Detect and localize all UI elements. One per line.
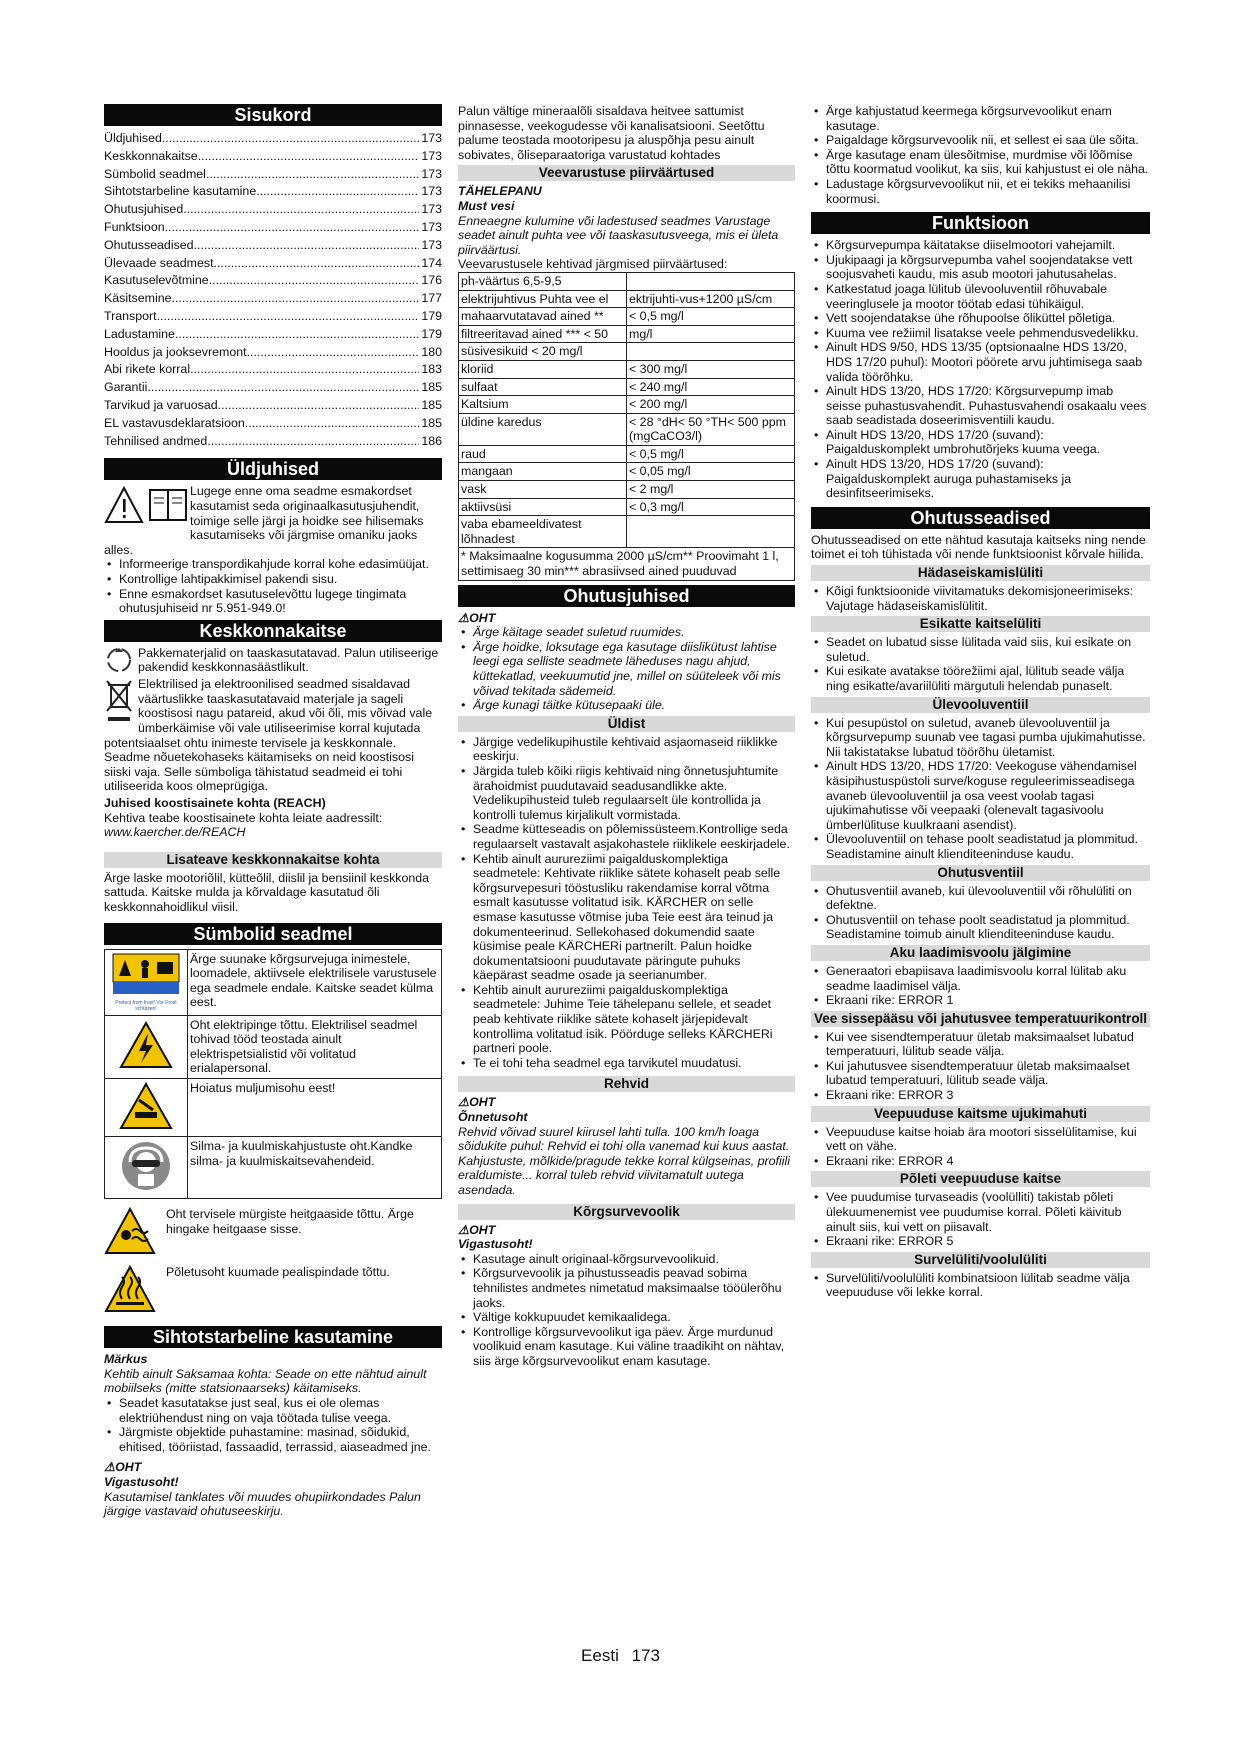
tyres-text: Rehvid võivad suurel kiirusel lahti tulla. 100 km/h loaga sõidukite puhul: Rehvid ei tohi olla vanemad kui kuus aastat. Kahjustuste, mõlkide/pragude tekke korral külgseinas, profiili eraldumiste... korral tuleb rehvid viivitamatult uutega asendada. [458,1124,790,1197]
limit-value: < 200 mg/l [627,396,795,414]
symbol-text: Hoiatus muljumisohu eest! [188,1078,442,1136]
hot-surface-icon [104,1265,160,1317]
list-item: • Informeerige transpordikahjude korral kohe edasimüüjat. [104,557,442,572]
warning-triangle-icon: ⚠ [458,1095,470,1110]
toc-dots [172,290,420,308]
toc-entry[interactable] [104,290,442,308]
danger-label: ⚠OHT [104,1460,142,1475]
toc-entry[interactable] [104,326,442,344]
toc-entry-page: 180 [421,344,442,359]
list-item: • Katkestatud joaga lülitub ülevooluventiil rõhuvabale veeringlusele ja mootor töötab edasi tühikäigul. [811,282,1150,311]
environment-weee-block [104,677,442,794]
table-row [459,516,795,548]
tyres-sub: Õnnetusoht [458,1110,528,1125]
toc-entry-page: 173 [421,184,442,199]
toc-entry[interactable] [104,237,442,255]
toc-entry-page: 173 [421,166,442,181]
list-item: • Ladustage kõrgsurvevoolikut nii, et ei tekiks mehaanilisi koormusi. [811,177,1150,206]
limit-parameter: kloriid [459,360,627,378]
safety-device-title: Esikatte kaitselüliti [811,616,1150,632]
table-row [459,481,795,499]
limit-parameter: üldine karedus [459,413,627,445]
list-item: • Kõigi funktsioonide viivitamatuks dekomisjoneerimiseks: Vajutage hädaseiskamislülitit. [811,584,1150,613]
limit-value: < 0,5 mg/l [627,308,795,326]
hose-bullets-continued [811,104,1150,206]
safety-device-bullets [811,964,1150,1008]
list-item: • Veepuuduse kaitse hoiab ära mootori sisselülitamise, kui vett on vähe. [811,1125,1150,1154]
footer-language: Eesti [581,1646,619,1665]
toc-entry[interactable] [104,219,442,237]
symbol-text: Oht elektripinge tõttu. Elektrilisel seadmel tohivad tööd teostada ainult elektrispetsialistid või volitatud erialapersonal. [188,1015,442,1078]
table-row [459,325,795,343]
intended-use-title: Sihtotstarbeline kasutamine [104,1326,442,1348]
environment-p2: Elektrilised ja elektroonilised seadmed sisaldavad väärtuslikke taaskasutatavaid materjale ja sageli koostisosi nagu patareid, akud või õli, mis võivad vale ümberkäimise või vale utiliseerimise korral kujutada potentsiaalset ohtu inimeste tervisele ja keskkonnale. Seadme nõuetekohaseks käitamiseks on neid koostisosi siiski vaja. Selle sümboliga tähistatud seadmeid ei tohi utiliseerida koos olmeprügiga. [104,677,433,794]
list-item: • Ekraani rike: ERROR 4 [811,1154,1150,1169]
ear-eye-protection-icon [105,1136,188,1198]
list-item: • Enne esmakordset kasutuselevõttu lugege tingimata ohutusjuhiseid nr 5.951-949.0! [104,587,442,616]
toc-entry-title: Sihtotstarbeline kasutamine [104,184,257,199]
list-item: • Generaatori ebapiisava laadimisvoolu korral lülitab aku seadme laadimisel välja. [811,964,1150,993]
toc-entry-title: Tarvikud ja varuosad [104,397,218,412]
limit-value: < 300 mg/l [627,360,795,378]
toc-dots [207,433,419,451]
toc-entry[interactable] [104,183,442,201]
toc-dots [157,308,420,326]
reach-title: Juhised koostisainete kohta (REACH) [104,796,326,811]
attention-text: Enneaegne kulumine või ladestused seadmes Varustage seadet ainult puhta vee või taaskasutusveega, mis ei ületa piirväärtusi. [458,213,779,257]
toc-entry[interactable] [104,415,442,433]
hot-surface-text: Põletusoht kuumade pealispindade tõttu. [166,1264,390,1279]
safety-device-bullets [811,1190,1150,1248]
electric-hazard-icon [105,1015,188,1078]
toc-entry[interactable] [104,255,442,273]
list-item: • Kasutage ainult originaal-kõrgsurvevoolikuid. [458,1252,795,1267]
limit-value [627,516,795,548]
table-row [459,445,795,463]
column-middle [458,104,795,1369]
list-item: • Ekraani rike: ERROR 5 [811,1234,1150,1249]
toc-dots [247,344,420,362]
crossed-bin-icon [104,677,138,735]
toc-entry-title: Garantii [104,380,148,395]
safety-device-bullets [811,1271,1150,1300]
table-row [459,360,795,378]
list-item: • Kui pesupüstol on suletud, avaneb ülevooluventiil ja kõrgsurvepump suunab vee tagasi pumba ujukimahutisse. Nii takistatakse lubatud töörõhu ületamist. [811,716,1150,760]
list-item: • Kui vee sisendtemperatuur ületab maksimaalset lubatud temperatuuri, lülitub seade välja. [811,1030,1150,1059]
limit-parameter: aktiivsüsi [459,498,627,516]
intended-use-bullets [104,1396,442,1454]
toc-dots [147,379,419,397]
toc-entry[interactable] [104,379,442,397]
toc-entry-page: 177 [421,291,442,306]
environment-p1: Pakkematerjalid on taaskasutatavad. Palun utiliseerige pakendid keskkonnasäästlikult. [138,645,439,675]
toc-entry-title: Ülevaade seadmest [104,255,214,270]
toc-dots [162,130,419,148]
list-item: • Vee puudumise turvaseadis (voolülliti) takistab põleti ülekuumenemist vee puudumise korral. Põleti käivitub ainult siis, kui vett on piisavalt. [811,1190,1150,1234]
safety-title: Ohutusjuhised [458,585,795,607]
toc-entry-title: Sümbolid seadmel [104,166,206,181]
safety-device-bullets [811,635,1150,693]
table-row [459,343,795,361]
reach-text: Kehtiva teabe koostisainete kohta leiate aadressilt: [104,810,383,825]
toxic-gas-block [104,1207,442,1259]
limit-value: < 240 mg/l [627,378,795,396]
list-item: • Ärge käitage seadet suletud ruumides. [458,625,795,640]
table-row [459,498,795,516]
list-item: • Kui esikate avatakse töörežiimi ajal, lülitub seade välja ning esikatte/avariilüliti märgutuli helendab punaselt. [811,664,1150,693]
page-footer [0,1646,1241,1666]
table-row [459,396,795,414]
toc-entry-title: Transport [104,308,157,323]
hose-sub: Vigastusoht! [458,1237,533,1252]
limit-value: ektrijuhti-vus+1200 µS/cm [627,290,795,308]
hose-title: Kõrgsurvevoolik [458,1204,795,1220]
limit-parameter: vaba ebameeldivatest lõhnadest [459,516,627,548]
water-limits-table [458,272,795,549]
hose-danger: ⚠OHT [458,1222,496,1237]
table-row [459,272,795,290]
column-left [104,104,442,1519]
toc-entry-title: EL vastavusdeklaratsioon [104,415,245,430]
danger-sub: Vigastusoht! [104,1474,179,1489]
list-item: • Seadet on lubatud sisse lülitada vaid siis, kui esikate on suletud. [811,635,1150,664]
toc-entry-page: 186 [421,433,442,448]
table-row [459,463,795,481]
note-label: Märkus [104,1352,148,1367]
list-item: • Kuuma vee režiimil lisatakse veele pehmendusvedelikku. [811,326,1150,341]
list-item: • Ohutusventiil avaneb, kui ülevooluventiil või rõhulüliti on defektne. [811,884,1150,913]
limit-parameter: elektrijuhtivus Puhta vee el [459,290,627,308]
water-title: Veevarustuse piirväärtused [458,165,795,181]
function-bullets [811,238,1150,501]
table-of-contents [104,130,442,450]
safety-device-title: Hädaseiskamislüliti [811,565,1150,581]
limits-intro: Veevarustusele kehtivad järgmised piirväärtused: [458,257,728,272]
limit-value [627,343,795,361]
footer-page-number: 173 [631,1646,660,1665]
toc-entry[interactable] [104,361,442,379]
list-item: • Paigaldage kõrgsurvevoolik nii, et sellest ei saa üle sõita. [811,133,1150,148]
list-item: • Vett soojendatakse ühe rõhupoolse õliküttel põletiga. [811,311,1150,326]
safety-device-title: Põleti veepuuduse kaitse [811,1171,1150,1187]
toc-entry-page: 173 [421,202,442,217]
toc-entry[interactable] [104,201,442,219]
list-item: • Kontrollige lahtipakkimisel pakendi sisu. [104,572,442,587]
scald-hazard-icon [105,1078,188,1136]
warning-triangle-icon: ⚠ [458,1222,470,1237]
limit-parameter: raud [459,445,627,463]
frost-badge: Protect from frost! Vor Frost schützen! [115,999,177,1012]
list-item: • Ekraani rike: ERROR 3 [811,1088,1150,1103]
list-item: • Ainult HDS 13/20, HDS 17/20: Veekoguse vähendamisel käsipihustuspüstoli surve/koguse reguleerimisseadisega avaneb ülevooluventiil ja osa veest voolab tagasi ujukimahutisse või veepaaki (olenevalt tagasivoolu ümberlülituse kuulkraani asendist). [811,759,1150,832]
safety-danger-bullets [458,625,795,713]
limit-value: < 0,05 mg/l [627,463,795,481]
limit-parameter: süsivesikuid < 20 mg/l [459,343,627,361]
warning-triangle-icon: ⚠ [104,1460,116,1475]
toc-entry-title: Hooldus ja jooksevremont [104,344,247,359]
toc-entry-title: Abi rikete korral [104,362,191,377]
hose-bullets [458,1252,795,1369]
toc-entry-page: 183 [421,362,442,377]
list-item: • Seadme kütteseadis on põlemissüsteem.Kontrollige seda regulaarselt vastavalt asjakohastele riiklikele eeskirjadele. [458,822,795,851]
toc-entry-page: 173 [421,131,442,145]
toxic-gas-text: Oht tervisele mürgiste heitgaaside tõttu. Ärge hingake heitgaase sisse. [166,1206,414,1236]
safety-device-title: Veepuuduse kaitsme ujukimahuti [811,1106,1150,1122]
list-item: • Kõrgsurvepumpa käitatakse diiselmootori vahejamilt. [811,238,1150,253]
toc-entry-page: 174 [421,255,442,270]
symbol-text: Ärge suunake kõrgsurvejuga inimestele, loomadele, aktiivsele elektrilisele varustusele ega seadmele endale. Kaitske seadet külma eest. [188,949,442,1015]
safety-device-bullets [811,584,1150,613]
symbol-row [105,1015,442,1078]
list-item: • Ujukipaagi ja kõrgsurvepumba vahel soojendatakse vett soojusvaheti kaudu, mis asub mootori jahutusahelas. [811,253,1150,282]
list-item: • Vältige kokkupuudet kemikaalidega. [458,1310,795,1325]
limit-value: < 0,3 mg/l [627,498,795,516]
symbols-table [104,949,442,1199]
safety-device-sections [811,565,1150,1300]
toc-entry-title: Ohutusseadised [104,237,194,252]
safety-devices-intro: Ohutusseadised on ette nähtud kasutaja kaitseks ning nende toimet ei toh tühistada või nende funktsioonist kõrvale hiilida. [811,532,1146,562]
toc-dots [198,148,420,166]
limit-parameter: Kaltsium [459,396,627,414]
list-item: • Ohutusventiil on tehase poolt seadistatud ja plommitud. Seadistamine toimub ainult klienditeeninduse kaudu. [811,913,1150,942]
safety-device-title: Ohutusventiil [811,865,1150,881]
warning-triangle-icon: ⚠ [458,610,470,625]
toc-entry-page: 176 [421,273,442,288]
safety-device-bullets [811,716,1150,862]
list-item: • Järgida tuleb kõiki riigis kehtivaid ning õnnetusjuhtumite ärahoidmist puudutavaid seadusandlikke akte. Vedelikupihusteid tuleb regulaarselt üle kontrollida ja kontrolli tulemus kirjalikult vormistada. [458,764,795,822]
toc-title: Sisukord [104,104,442,126]
toc-entry-title: Ohutusjuhised [104,202,184,217]
limit-parameter: mahaarvutatavad ained ** [459,308,627,326]
tyres-title: Rehvid [458,1076,795,1092]
safety-device-title: Vee sissepääsu või jahutusvee temperatuurikontroll [811,1011,1150,1027]
toc-dots [206,166,419,184]
toc-entry[interactable] [104,272,442,290]
list-item: • Kõrgsurvevoolik ja pihustusseadis peavad sobima tehnilistes andmetes nimetatud maksimaalse tööülerõhu jaoks. [458,1266,795,1310]
toc-dots [245,415,420,433]
toc-entry[interactable] [104,148,442,166]
limit-parameter: filtreeritavad ained *** < 50 [459,325,627,343]
toc-entry-title: Käsitsemine [104,291,172,306]
table-row [459,308,795,326]
list-item: • Ainult HDS 13/20, HDS 17/20 (suvand): Paigalduskomplekt auruga puhastamiseks ja desinfitseerimiseks. [811,457,1150,501]
hot-surface-block [104,1265,442,1317]
toc-dots [256,183,419,201]
toc-entry-title: Keskkonnakaitse [104,148,198,163]
list-item: • Kehtib ainult aurureziimi paigalduskomplektiga seadmetele: Juhime Teie tähelepanu sellele, et seadet peab kehtivate riiklike sätete kohaselt järjepidevalt kontrollima volitatud isik. Pöörduge selleks KÄRCHERi partneri poole. [458,983,795,1056]
list-item: • Seadet kasutatakse just seal, kus ei ole olemas elektriühendust ning on vaja töötada tulise veega. [104,1396,442,1425]
list-item: • Kui jahutusvee sisendtemperatuur ületab maksimaalset lubatud temperatuuri, lülitub seade välja. [811,1059,1150,1088]
limit-value: < 28 °dH< 50 °TH< 500 ppm (mgCaCO3/l) [627,413,795,445]
safety-device-title: Aku laadimisvoolu jälgimine [811,945,1150,961]
toc-entry-title: Üldjuhised [104,131,162,145]
table-row [459,378,795,396]
environment-title: Keskkonnakaitse [104,620,442,642]
toc-dots [209,272,420,290]
note-text: Kehtib ainult Saksamaa kohta: Seade on ette nähtud ainult mobiilseks (mitte statsionaarseks) käitamiseks. [104,1366,427,1396]
table-row [459,290,795,308]
limit-value: < 2 mg/l [627,481,795,499]
limit-value: < 0,5 mg/l [627,445,795,463]
list-item: • Ärge kahjustatud keermega kõrgsurvevoolikut enam kasutage. [811,104,1150,133]
symbol-text: Silma- ja kuulmiskahjustuste oht.Kandke silma- ja kuulmiskaitsevahendeid. [188,1136,442,1198]
general-title: Üldjuhised [104,458,442,480]
toc-dots [194,237,420,255]
toc-entry[interactable] [104,130,442,148]
jet-warning-icon [105,949,188,1015]
toc-entry-page: 185 [421,397,442,412]
toc-entry[interactable] [104,344,442,362]
symbols-title: Sümbolid seadmel [104,923,442,945]
toc-entry-title: Funktsioon [104,219,165,234]
general-safety-bullets [458,735,795,1071]
tyres-danger: ⚠OHT [458,1095,496,1110]
safety-device-bullets [811,1125,1150,1169]
list-item: • Ainult HDS 9/50, HDS 13/35 (optsionaalne HDS 13/20, HDS 17/20 puhul): Mootori pöörete arvu juhtimisega saab valida töörõhku. [811,340,1150,384]
list-item: • Survelüliti/voolulüliti kombinatsioon lülitab seadme välja veepuuduse või lekke korral. [811,1271,1150,1300]
toc-entry[interactable] [104,433,442,451]
table-row [459,413,795,445]
reach-link[interactable]: www.kaercher.de/REACH [104,825,246,840]
symbol-row [105,1136,442,1198]
symbol-row [105,1078,442,1136]
function-title: Funktsioon [811,212,1150,234]
limit-parameter: vask [459,481,627,499]
list-item: • Ärge hoidke, loksutage ega kasutage diislikütust lahtise leegi ega selliste seadmete läheduses nagu ahjud, küttekatlad, veekuumutid jne, millel on süüteleek või mis võivad tekitada sädemeid. [458,640,795,698]
environment-more-title: Lisateave keskkonnakaitse kohta [104,852,442,868]
toc-entry-title: Kasutuselevõtmine [104,273,209,288]
danger-text: Kasutamisel tanklates või muudes ohupiirkondades Palun järgige vastavaid ohutuseeskirju. [104,1489,421,1519]
limit-parameter: sulfaat [459,378,627,396]
toc-entry-page: 173 [421,237,442,252]
general-intro-block [104,484,442,557]
list-item: • Te ei tohi teha seadmel ega tarvikutel muudatusi. [458,1056,795,1071]
limit-parameter: ph-väärtus 6,5-9,5 [459,272,627,290]
toxic-gas-icon [104,1207,160,1259]
environment-more-text: Ärge laske mootoriõlil, kütteõlil, diislil ja bensiinil keskkonda sattuda. Kaitske mulda ja kõrvaldage kasutatud õli keskkonnahoidlikul viisil. [104,870,430,914]
recycle-icon [104,646,138,678]
safety-devices-title: Ohutusseadised [811,507,1150,529]
toc-entry[interactable] [104,397,442,415]
safety-device-bullets [811,1030,1150,1103]
column-right [811,104,1150,1300]
warning-manual-icon [104,484,190,528]
limit-parameter: mangaan [459,463,627,481]
toc-dots [175,326,419,344]
general-bullets [104,557,442,615]
environment-recycle-block [104,646,442,678]
list-item: • Kontrollige kõrgsurvevoolikut iga päev. Ärge murdunud voolikuid enam kasutage. Kui väline traadikiht on nähtav, siis ärge kõrgsurvevoolikut enam kasutage. [458,1325,795,1369]
toc-entry-title: Tehnilised andmed [104,433,208,448]
list-item: • Ainult HDS 13/20, HDS 17/20: Kõrgsurvepump imab seisse puhastusvahendit. Puhastusvahendi osakaalu vees saab seadistada doseerimisventiili kaudu. [811,384,1150,428]
general-safety-title: Üldist [458,716,795,732]
list-item: • Järgige vedelikupihustile kehtivaid asjaomaseid riiklikke eeskirju. [458,735,795,764]
list-item: • Ärge kasutage enam ülesõitmise, murdmise või lõõmise tõttu koormatud voolikut, ka siis, kui kahjustust ei ole näha. [811,148,1150,177]
safety-device-title: Survelüliti/voolulüliti [811,1252,1150,1268]
limit-value [627,272,795,290]
list-item: • Ärge kunagi täitke kütusepaaki üle. [458,698,795,713]
toc-entry-page: 179 [421,308,442,323]
safety-device-bullets [811,884,1150,942]
list-item: • Kehtib ainult aurureziimi paigalduskomplektiga seadmetele: Kehtivate riiklike sätete kohaselt peab selle kõrgsurvepesuri tööstusliku rakendamise korral võtma esmalt kasutusse volitatud isik. KÄRCHER on selle esmase kasutusse võtmise juba Teie eest ära teinud ja dokumenteerinud. Sellekohased dokumendid saate küsimise peale KÄRCHERi partnerilt. Palun hoidke dokumentatsiooni puudutavate päringute puhuks käepärast seadme osade ja seerianumber. [458,852,795,983]
safety-danger-label: ⚠OHT [458,610,496,625]
toc-entry-page: 185 [421,415,442,430]
safety-device-title: Ülevooluventiil [811,697,1150,713]
toc-dots [165,219,420,237]
toc-entry-page: 173 [421,148,442,163]
toc-dots [218,397,420,415]
toc-entry-page: 173 [421,219,442,234]
list-item: • Ülevooluventiil on tehase poolt seadistatud ja plommitud. Seadistamine ainult klienditeeninduse kaudu. [811,832,1150,861]
list-item: • Ekraani rike: ERROR 1 [811,993,1150,1008]
list-item: • Ainult HDS 13/20, HDS 17/20 (suvand): Paigalduskomplekt umbrohutõrjeks kuuma veega. [811,428,1150,457]
list-item: • Järgmiste objektide puhastamine: masinad, sõidukid, ehitised, tööriistad, fassaadid, terrassid, aiaseadmed jne. [104,1425,442,1454]
toc-dots [183,201,419,219]
limits-footnote: * Maksimaalne kogusumma 2000 µS/cm** Proovimaht 1 l, settimisaeg 30 min*** abrasiivsed ained puuduvad [458,548,795,580]
toc-dots [214,255,420,273]
toc-entry[interactable] [104,166,442,184]
toc-dots [190,361,419,379]
toc-entry-page: 179 [421,326,442,341]
toc-entry-title: Ladustamine [104,326,175,341]
limit-value: mg/l [627,325,795,343]
general-intro: Lugege enne oma seadme esmakordset kasutamist seda originaalkasutusjuhendit, toimige selle järgi ja hoidke see hilisemaks kasutamiseks või järgmise omaniku jaoks alles. [104,484,424,557]
toc-entry-page: 185 [421,380,442,395]
toc-entry[interactable] [104,308,442,326]
attention-sub: Must vesi [458,198,515,213]
symbol-row [105,949,442,1015]
mineral-oil-text: Palun vältige mineraalõli sisaldava heitvee sattumist pinnasesse, veekogudesse või kanalisatsiooni. Seetõttu palume teostada mootoripesu ja aluspõhja pesu ainult sobivates, õliseparaatoriga varustatud kohtades [458,104,765,162]
attention-label: TÄHELEPANU [458,184,542,199]
